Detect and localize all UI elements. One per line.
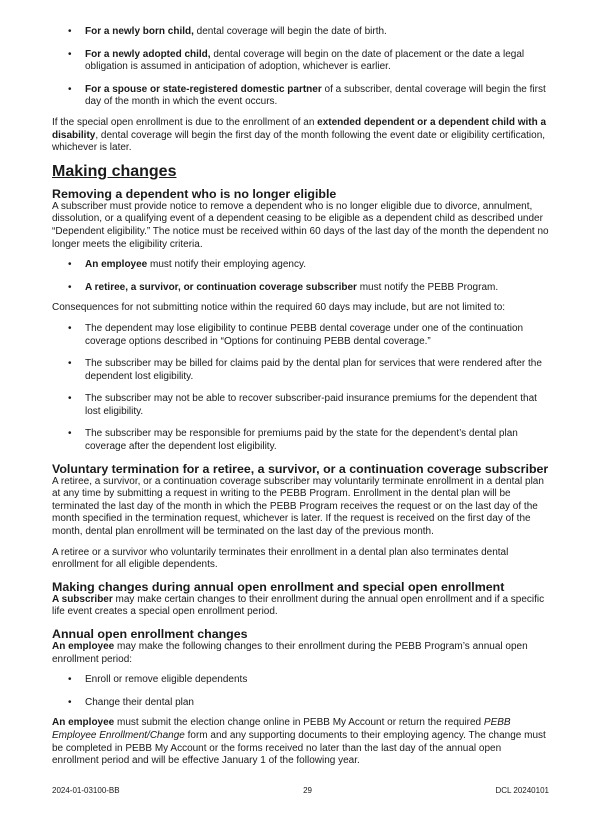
- consequence-bullet: • The subscriber may be responsible for premiums paid by the state for the dependent’s dental plan coverage after the dependent lost eligibility.: [85, 428, 549, 453]
- annual-bullet: • Change their dental plan: [85, 697, 549, 710]
- bold-lead: A subscriber: [52, 593, 113, 605]
- text: may make certain changes to their enrollment during the annual open enrollment and if a specific life event creates a special open enrollment period.: [52, 593, 545, 618]
- bullet-adopted: [85, 49, 549, 74]
- subheading-removing: Removing a dependent who is no longer eligible: [52, 186, 337, 201]
- text: may make the following changes to their enrollment during the PEBB Program’s annual open enrollment period:: [52, 641, 528, 665]
- bold-lead: For a newly born child,: [85, 26, 194, 37]
- bullet-text: dental coverage will begin on the date of placement or the date a legal obligation is assumed in anticipation of adoption, whichever is earlier.: [85, 48, 525, 73]
- bold-lead: For a spouse or state-registered domestic partner: [85, 83, 322, 95]
- section-heading: Making changes: [52, 162, 177, 180]
- text: form and any supporting documents to their employing agency. The change must be completed in PEBB My Account or the forms received no later than the last day of the annual open enrollment period and will be effective January 1 of the following year.: [52, 729, 546, 767]
- bold-lead: For a newly adopted child,: [85, 48, 211, 60]
- bullet-newborn: [85, 26, 549, 39]
- bold-lead: A retiree, a survivor, or continuation coverage subscriber: [85, 281, 357, 293]
- voluntary-paragraph: A retiree, a survivor, or a continuation coverage subscriber may voluntarily terminate enrollment in a dental plan at any time by submitting a request in writing to the PEBB Program. Enrollment in the dental plan will be terminated the last day of the month in which the PEBB Program receives the request or on the last day of the month specified in the termination request, whichever is later. If the request is received on the first day of the month, dental plan enrollment will be terminated on the last day of the previous month.: [52, 475, 544, 538]
- annual-bullet: • Enroll or remove eligible dependents: [85, 674, 549, 687]
- page-content: [52, 26, 549, 776]
- bold-lead: An employee: [52, 717, 115, 729]
- subheading-during: Making changes during annual open enrollment and special open enrollment: [52, 579, 505, 594]
- bullet-text: must notify the PEBB Program.: [356, 281, 499, 293]
- intro-paragraph: [52, 117, 549, 155]
- subheading-annual: Annual open enrollment changes: [52, 627, 248, 641]
- bullet-spouse: [85, 84, 549, 109]
- consequence-bullet: • The dependent may lose eligibility to continue PEBB dental coverage under one of the continuation coverage options described in “Options for continuing PEBB dental coverage.”: [85, 323, 549, 348]
- footer-doc-id: 2024-01-03100-BB: [52, 785, 120, 795]
- bold-lead: An employee: [52, 641, 115, 652]
- form-name: PEBB Employee Enrollment/Change: [52, 717, 511, 741]
- bold-lead: An employee: [85, 259, 148, 271]
- bullet-retiree: [85, 282, 549, 295]
- footer-version: DCL 20240101: [495, 785, 549, 795]
- bullet-text: must notify their employing agency.: [147, 259, 307, 271]
- bullet-employee: [85, 259, 549, 272]
- during-paragraph: [52, 594, 549, 619]
- consequence-bullet: • The subscriber may be billed for claims paid by the dental plan for services that were rendered after the dependent lost eligibility.: [85, 358, 549, 383]
- voluntary-paragraph-2: A retiree or a survivor who voluntarily terminates their enrollment in a dental plan also terminates dental enrollment for all eligible dependents.: [52, 546, 509, 571]
- page-footer: [52, 776, 549, 834]
- text: If the special open enrollment is due to the enrollment of an: [52, 116, 318, 128]
- bold-text: extended dependent or a dependent child with a disability: [52, 116, 547, 141]
- consequences-text: Consequences for not submitting notice within the required 60 days may include, but are not limited to:: [52, 302, 506, 314]
- annual-paragraph: [52, 641, 549, 666]
- bullet-text: of a subscriber, dental coverage will begin the first day of the month in which the event occurs.: [85, 83, 546, 108]
- bullet-text: dental coverage will begin the date of birth.: [193, 26, 387, 37]
- removing-paragraph: A subscriber must provide notice to remove a dependent who is no longer eligible due to divorce, annulment, dissolution, or a qualifying event of a dependent ceasing to be eligible as a dependent child as described under “Dependent eligibility.” The notice must be received within 60 days of the last day of the month the dependent no longer meets the eligibility criteria.: [52, 200, 549, 250]
- subheading-voluntary: Voluntary termination for a retiree, a survivor, or a continuation coverage subscriber: [52, 461, 549, 476]
- consequence-bullet: • The subscriber may not be able to recover subscriber-paid insurance premiums for the dependent that lost eligibility.: [85, 393, 549, 418]
- footer-page-number: 29: [303, 785, 312, 795]
- annual-final-paragraph: [52, 717, 549, 767]
- text: , dental coverage will begin the first day of the month following the event date or eligibility certification, whichever is later.: [52, 129, 546, 154]
- text: must submit the election change online in PEBB My Account or return the required: [114, 717, 484, 729]
